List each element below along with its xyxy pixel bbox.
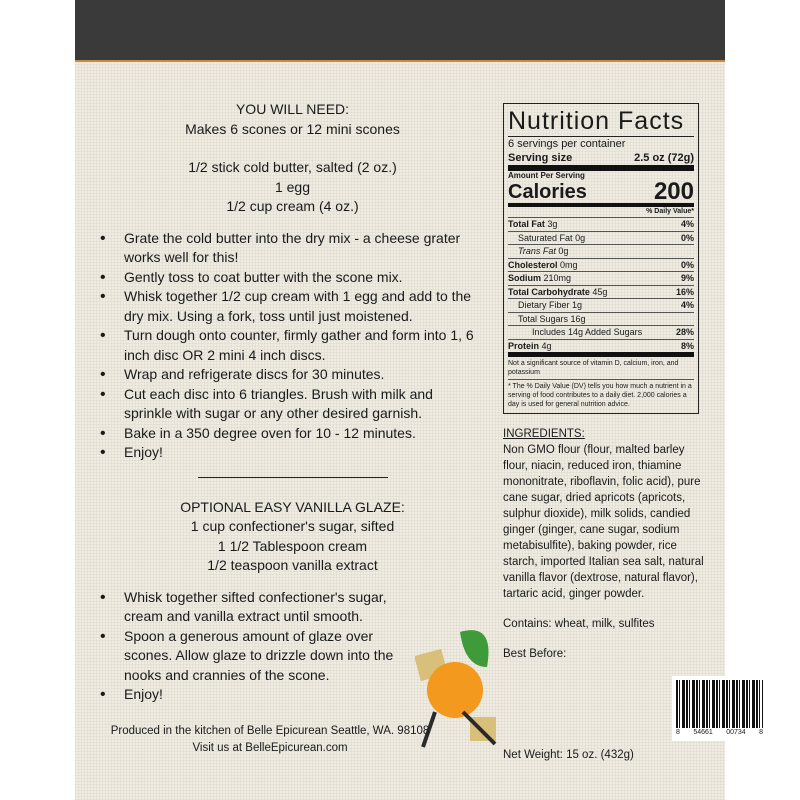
barcode-digit: 8: [676, 729, 680, 736]
ingredients-section: [503, 426, 708, 662]
nutrient-label: [508, 232, 585, 245]
nutrient-row: [508, 313, 694, 327]
nutrient-name: Total Carbohydrate: [508, 286, 590, 297]
barcode: [672, 676, 767, 741]
nutrient-rows: [508, 218, 694, 352]
nutrient-label: [508, 340, 552, 353]
best-before: Best Before:: [503, 648, 567, 660]
step: • Turn dough onto counter, firmly gather and form into 1, 6 inch disc OR 2 mini 4 inch discs.: [100, 326, 485, 365]
serving-value: 2.5 oz (72g): [634, 152, 694, 164]
nutrient-label: [508, 299, 582, 312]
glaze-item: 1 cup confectioner's sugar, sifted: [190, 518, 395, 534]
nutrition-title: Nutrition Facts: [508, 106, 694, 137]
serving-size-row: [508, 151, 694, 171]
step: • Gently toss to coat butter with the scone mix.: [100, 268, 485, 288]
barcode-bars: [676, 680, 763, 728]
servings: 6 servings per container: [508, 138, 626, 150]
nutrient-name: Sodium: [508, 273, 541, 283]
glaze-step: • Spoon a generous amount of glaze over scones. Allow glaze to drizzle down into the nooks and crannies of the scone.: [100, 627, 400, 686]
nutrient-label: [508, 313, 586, 326]
net-weight: Net Weight: 15 oz. (432g): [503, 749, 634, 761]
nutrient-row: [508, 272, 694, 286]
ingredient-line: 1/2 cup cream (4 oz.): [226, 198, 359, 214]
ingredient-line: 1 egg: [274, 178, 311, 195]
glaze-title: OPTIONAL EASY VANILLA GLAZE:: [180, 498, 405, 515]
barcode-digit: 00734: [726, 729, 746, 736]
dv-footnote: * The % Daily Value (DV) tells you how much a nutrient in a serving of food contributes to a daily diet. 2,000 calories a day is used for general nutrition advice.: [508, 383, 692, 408]
nutrient-name: Includes 14g Added Sugars: [532, 327, 643, 337]
nutrient-row: [508, 245, 694, 259]
nutrient-row: [508, 232, 694, 246]
nutrient-amount: 0g: [558, 246, 569, 256]
nutrient-row: [508, 259, 694, 273]
nutrient-name: Cholesterol: [508, 259, 558, 270]
nutrient-dv: 8%: [680, 340, 694, 351]
ingredients-title: INGREDIENTS:: [503, 428, 585, 440]
nutrient-label: [508, 326, 642, 339]
nutrient-dv: 28%: [675, 327, 694, 337]
nutrient-dv: 4%: [680, 300, 694, 310]
nutrient-name: Total Sugars: [518, 313, 569, 324]
nutrient-row: [508, 299, 694, 313]
nutrient-row: [508, 218, 694, 232]
producer-line: Produced in the kitchen of Belle Epicurean Seattle, WA. 98108: [110, 724, 430, 737]
recipe-steps: [100, 229, 485, 463]
website-line: Visit us at BelleEpicurean.com: [192, 741, 348, 754]
daily-value-header: % Daily Value*: [508, 207, 694, 218]
nutrient-name: Trans Fat: [518, 246, 556, 256]
nutrient-amount: 45g: [592, 286, 608, 297]
nutrient-dv: 0%: [680, 259, 694, 270]
nutrient-amount: 210mg: [543, 273, 572, 283]
nutrient-label: [508, 218, 557, 231]
step: • Cut each disc into 6 triangles. Brush with milk and sprinkle with sugar or any other desired garnish.: [100, 385, 485, 424]
barcode-digit: 8: [759, 729, 763, 736]
nutrient-amount: 16g: [570, 313, 586, 324]
nutrient-row: [508, 286, 694, 300]
glaze-step: • Enjoy!: [100, 685, 400, 705]
ingredients-text: Non GMO flour (flour, malted barley flour, niacin, reduced iron, thiamine mononitrate, riboflavin, folic acid), pure cane sugar, dried apricots (apricots, sulphur dioxide), milk solids, candied ginger (ginger, cane sugar, sodium metabisulfite), baking powder, rice starch, imported Italian sea salt, natural vanilla flavor (dextrose, natural flavor), tartaric acid, ginger powder.: [503, 444, 704, 600]
glaze-item: 1/2 teaspoon vanilla extract: [207, 557, 378, 573]
ingredient-line: 1/2 stick cold butter, salted (2 oz.): [188, 159, 397, 175]
glaze-steps: [100, 588, 400, 705]
glaze-step: • Whisk together sifted confectioner's sugar, cream and vanilla extract until smooth.: [100, 588, 400, 627]
calories-label: Calories: [508, 181, 587, 203]
step: • Bake in a 350 degree oven for 10 - 12 minutes.: [100, 424, 485, 444]
nutrient-amount: 0g: [575, 232, 586, 243]
barcode-digit: 54661: [693, 729, 713, 736]
package-back-label: [75, 0, 763, 800]
nutrient-label: [508, 272, 571, 285]
calories-value: 200: [653, 178, 694, 205]
nutrient-label: [508, 259, 578, 272]
footer: [100, 723, 440, 757]
nutrition-facts-panel: [503, 103, 699, 414]
nutrient-name: Total Fat: [508, 219, 545, 229]
nutrient-amount: 4g: [541, 340, 552, 351]
nutrient-amount: 0mg: [560, 259, 578, 270]
nutrient-name: Protein: [508, 340, 540, 351]
yield: Makes 6 scones or 12 mini scones: [185, 120, 400, 137]
step: • Wrap and refrigerate discs for 30 minutes.: [100, 365, 485, 385]
you-will-need-title: YOU WILL NEED:: [235, 101, 350, 117]
nutrient-row: [508, 340, 694, 353]
nutrient-dv: 16%: [675, 286, 694, 297]
glaze-item: 1 1/2 Tablespoon cream: [217, 537, 368, 554]
nutrient-name: Saturated Fat: [518, 232, 573, 243]
step: • Whisk together 1/2 cup cream with 1 egg and add to the dry mix. Using a fork, toss until just moistened.: [100, 287, 485, 326]
nutrient-name: Dietary Fiber: [518, 300, 570, 310]
nutrient-row: [508, 326, 694, 340]
nutrient-dv: 0%: [680, 232, 694, 243]
nutrient-amount: 3g: [547, 219, 558, 229]
step: • Enjoy!: [100, 443, 485, 463]
nutrient-label: [508, 286, 607, 299]
step: • Grate the cold butter into the dry mix - a cheese grater works well for this!: [100, 229, 485, 268]
nutrient-dv: 9%: [680, 273, 694, 283]
nutrition-note: Not a significant source of vitamin D, calcium, iron, and potassium: [508, 352, 694, 380]
nutrient-label: [508, 245, 568, 258]
allergen-statement: Contains: wheat, milk, sulfites: [503, 618, 655, 630]
divider: [198, 477, 388, 478]
nutrient-dv: 4%: [680, 219, 694, 229]
barcode-number: [676, 728, 763, 737]
nutrient-amount: 1g: [572, 300, 583, 310]
recipe-section: [100, 100, 485, 757]
serving-label: Serving size: [508, 152, 573, 164]
amount-per-serving: Amount Per Serving: [508, 171, 585, 180]
calories-row: [508, 178, 694, 207]
top-band: [75, 0, 725, 62]
right-column: [503, 103, 763, 761]
